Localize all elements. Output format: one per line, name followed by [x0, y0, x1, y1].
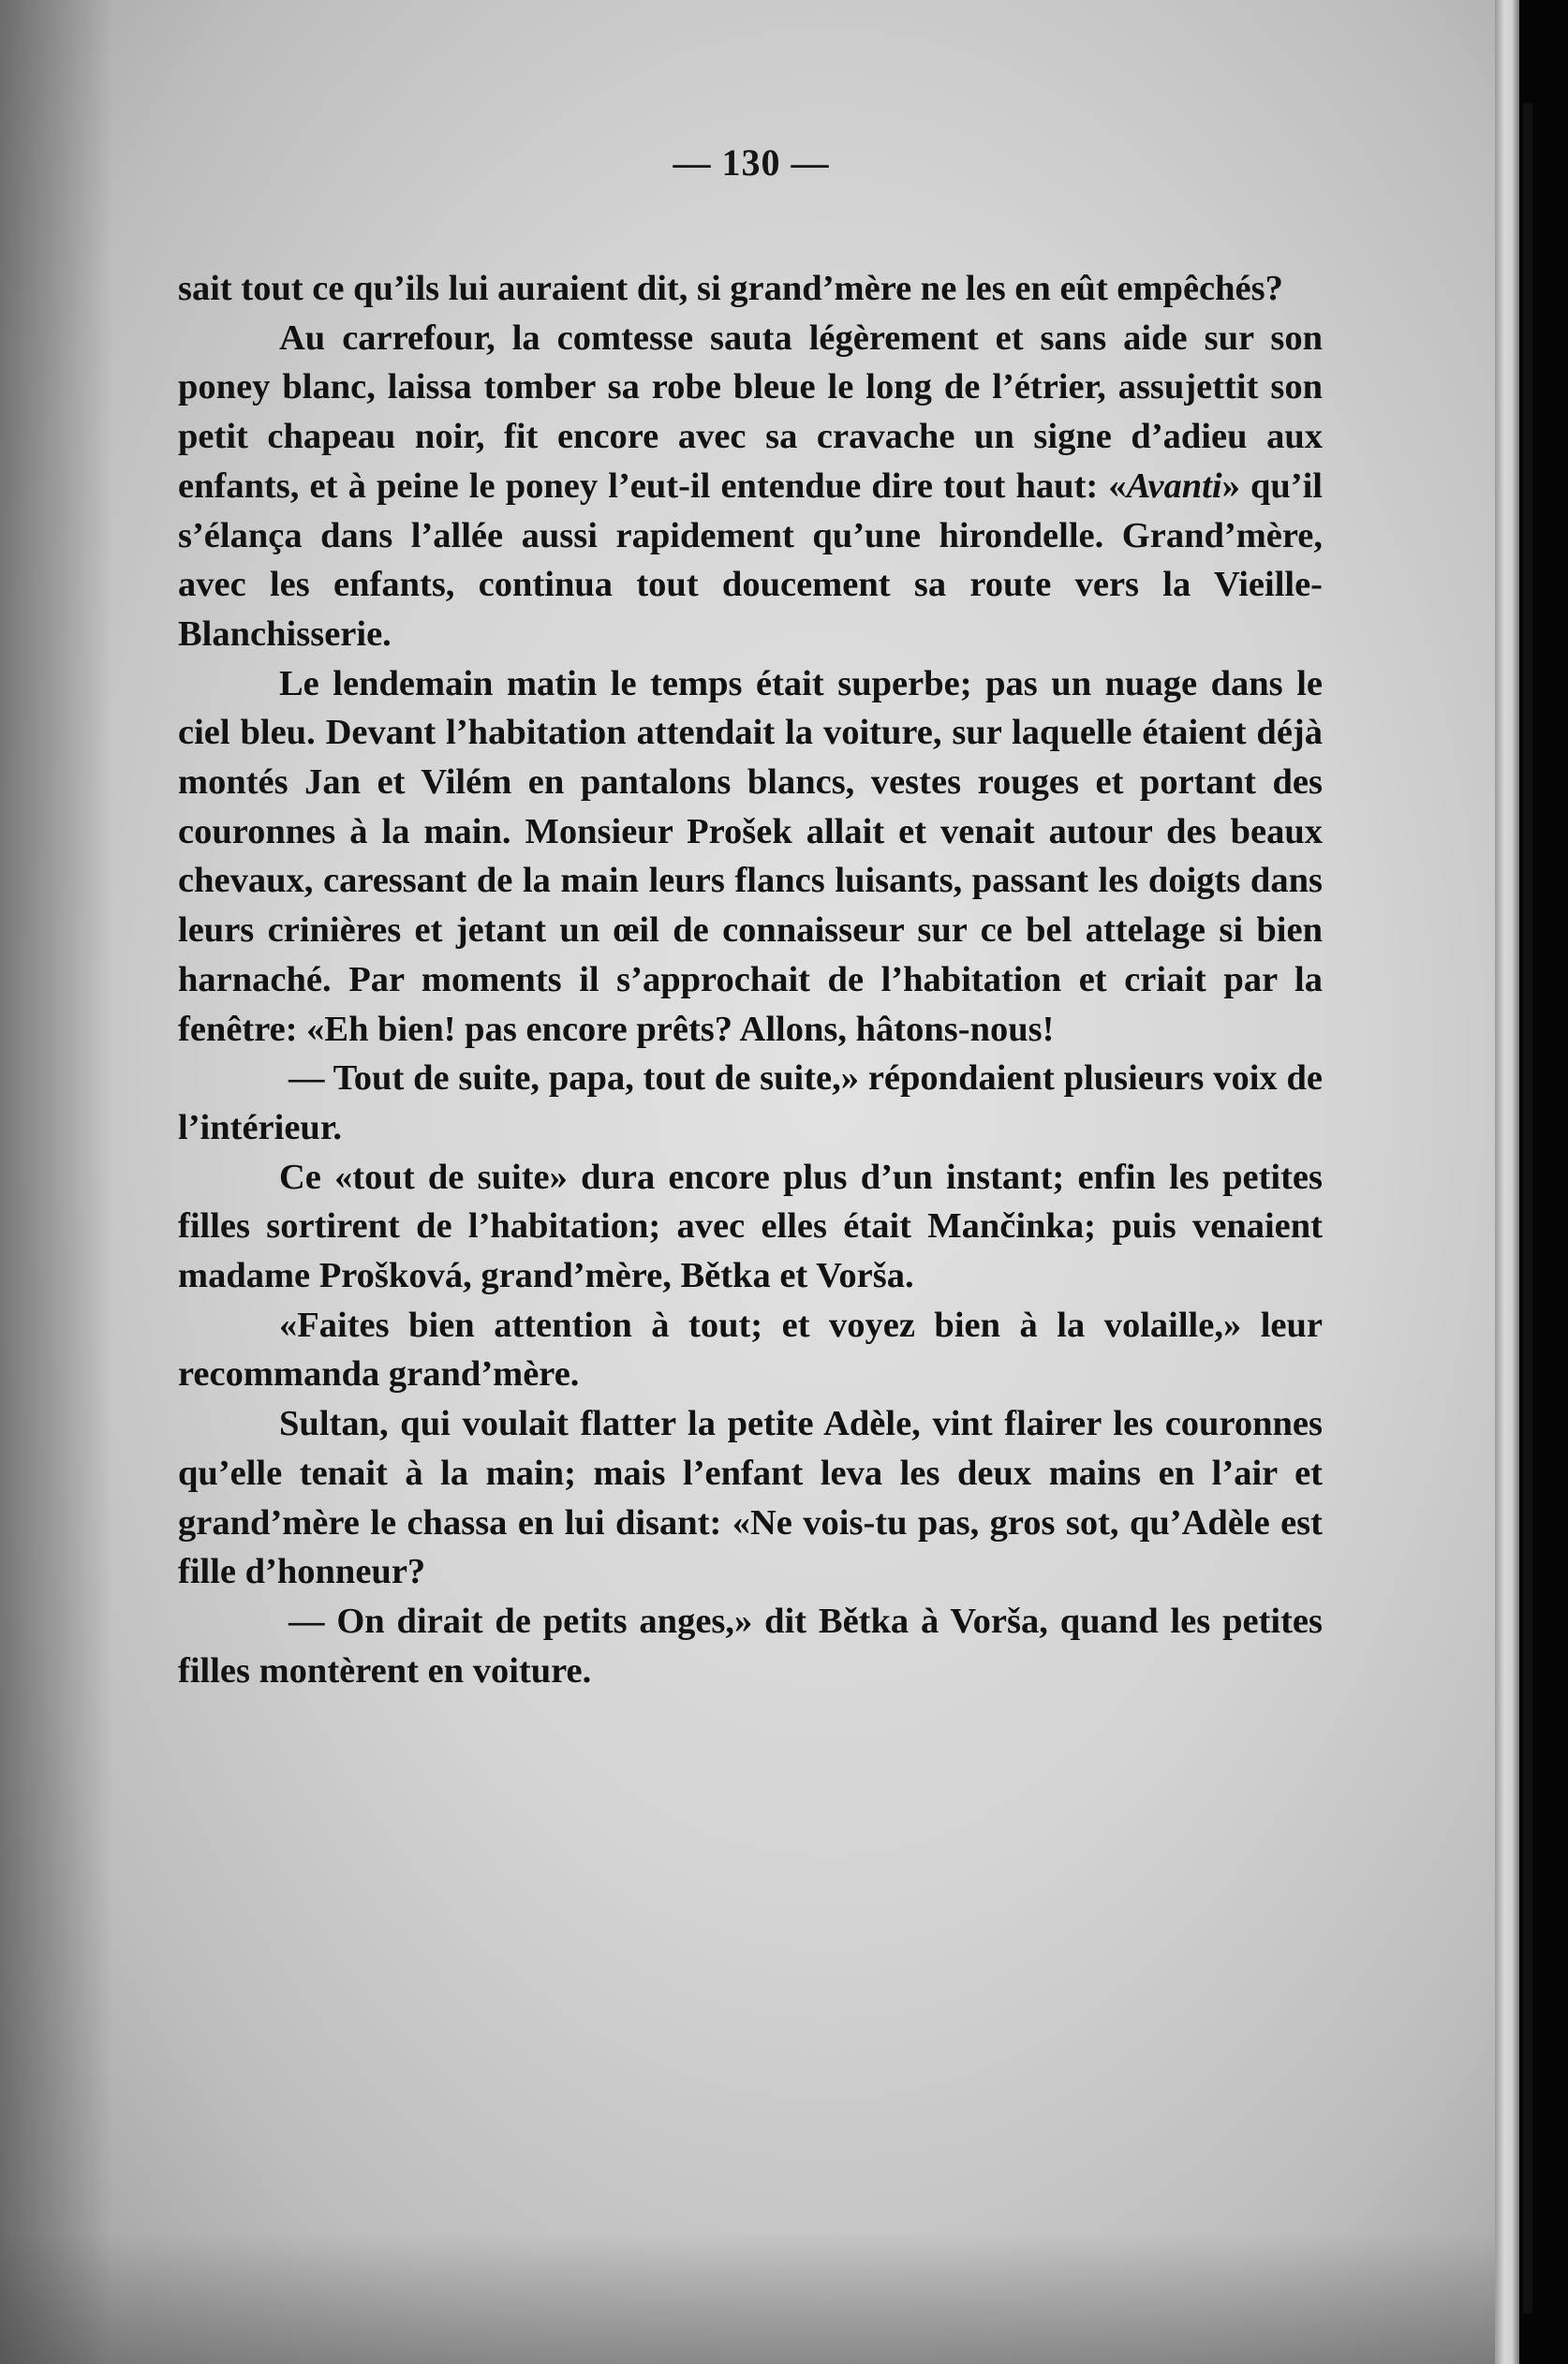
paragraph-2-italic-word: Avanti — [1126, 465, 1222, 506]
page-number: — 130 — — [673, 141, 830, 184]
paragraph-6: «Faites bien attention à tout; et voyez bien à la volaille,» leur recommanda grand’mère. — [178, 1305, 1323, 1395]
paragraph-2 — [178, 314, 1323, 659]
paragraph-7: Sultan, qui voulait flatter la petite Adèle, vint flairer les couronnes qu’elle tenait à la main; mais l’enfant leva les deux mains en l’air et grand’mère le chassa en lui disant: «Ne vois-tu pas, gros sot, qu’Adèle est fille d’honneur? — [178, 1404, 1323, 1592]
paragraph-4: — Tout de suite, papa, tout de suite,» répondaient plusieurs voix de l’intérieur. — [178, 1058, 1323, 1147]
paragraph-8: — On dirait de petits anges,» dit Bětka à Vorša, quand les petites filles montèrent en voiture. — [178, 1601, 1323, 1691]
paragraph-2-text-after: » qu’il s’élança dans l’allée aussi rapidement qu’une hirondelle. Grand’mère, avec les enfants, continua tout doucement sa route vers la Vieille-Blanchisserie. — [178, 465, 1324, 654]
body-text — [178, 264, 1323, 1695]
paragraph-3: Le lendemain matin le temps était superbe; pas un nuage dans le ciel bleu. Devant l’habitation attendait la voiture, sur laquelle étaient déjà montés Jan et Vilém en pantalons blancs, vestes rouges et portant des couronnes à la main. Monsieur Prošek allait et venait autour des beaux chevaux, caressant de la main leurs flancs luisants, passant les doigts dans leurs crinières et jetant un œil de connaisseur sur ce bel attelage si bien harnaché. Par moments il s’approchait de l’habitation et criait par la fenêtre: «Eh bien! pas encore prêts? Allons, hâtons-nous! — [178, 663, 1323, 1049]
binding-edge-line — [1523, 103, 1532, 2313]
page-edge-strip — [1495, 0, 1519, 2364]
paragraph-2-text-before: Au carrefour, la comtesse sauta légèrement et sans aide sur son poney blanc, laissa tomber sa robe bleue le long de l’étrier, assujettit son petit chapeau noir, fit encore avec sa cravache un signe d’adieu aux enfants, et à peine le poney l’eut-il entendue dire tout haut: « — [178, 318, 1323, 506]
paragraph-5: Ce «tout de suite» dura encore plus d’un instant; enfin les petites filles sortirent de l’habitation; avec elles était Mančinka; puis venaient madame Prošková, grand’mère, Bětka et Vorša. — [178, 1157, 1323, 1296]
paragraph-1: sait tout ce qu’ils lui auraient dit, si grand’mère ne les en eût empêchés? — [178, 269, 1283, 308]
